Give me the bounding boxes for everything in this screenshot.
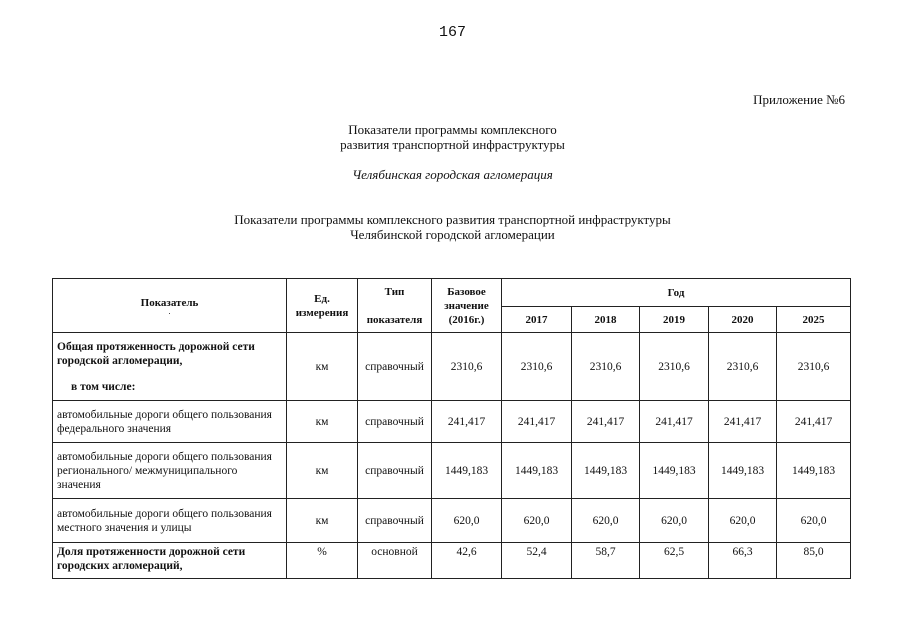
caption-line-2: Челябинской городской агломерации xyxy=(350,227,555,242)
row-base-value: 1449,183 xyxy=(432,443,502,499)
row-unit: км xyxy=(287,401,358,443)
row-value-2020: 1449,183 xyxy=(709,443,777,499)
row-value-2018: 241,417 xyxy=(572,401,640,443)
row-type: справочный xyxy=(358,499,432,543)
row-value-2025: 620,0 xyxy=(777,499,851,543)
row-base-value: 42,6 xyxy=(432,543,502,579)
header-unit: Ед. измерения xyxy=(287,279,358,333)
agglomeration-name: Челябинская городская агломерация xyxy=(352,167,553,182)
row-indicator-name: автомобильные дороги общего пользования местного значения и улицы xyxy=(53,499,287,543)
document-title xyxy=(0,122,905,152)
row-value-2025: 85,0 xyxy=(777,543,851,579)
row-value-2018: 620,0 xyxy=(572,499,640,543)
table-row xyxy=(53,499,851,543)
table-row xyxy=(53,333,851,401)
row-value-2019: 62,5 xyxy=(640,543,709,579)
row-value-2019: 2310,6 xyxy=(640,333,709,401)
row-unit: км xyxy=(287,499,358,543)
row-value-2018: 1449,183 xyxy=(572,443,640,499)
row-indicator-name: автомобильные дороги общего пользования федерального значения xyxy=(53,401,287,443)
row-value-2017: 52,4 xyxy=(502,543,572,579)
table-caption xyxy=(0,212,905,242)
row-value-2025: 241,417 xyxy=(777,401,851,443)
table-row xyxy=(53,543,851,579)
row-unit: % xyxy=(287,543,358,579)
title-line-1: Показатели программы комплексного xyxy=(348,122,557,137)
row-value-2017: 2310,6 xyxy=(502,333,572,401)
row-value-2019: 1449,183 xyxy=(640,443,709,499)
row-type: справочный xyxy=(358,401,432,443)
row-value-2017: 1449,183 xyxy=(502,443,572,499)
row-indicator-name: автомобильные дороги общего пользования регионального/ межмуниципального значения xyxy=(53,443,287,499)
row-unit: км xyxy=(287,443,358,499)
row-value-2018: 2310,6 xyxy=(572,333,640,401)
header-year-2019: 2019 xyxy=(640,307,709,333)
indicators-table xyxy=(52,278,851,579)
row-value-2025: 1449,183 xyxy=(777,443,851,499)
row-value-2019: 241,417 xyxy=(640,401,709,443)
row-value-2018: 58,7 xyxy=(572,543,640,579)
header-type: Тип показателя xyxy=(358,279,432,333)
header-year-2020: 2020 xyxy=(709,307,777,333)
title-line-2: развития транспортной инфраструктуры xyxy=(340,137,565,152)
row-value-2025: 2310,6 xyxy=(777,333,851,401)
page-number: 167 xyxy=(438,24,466,41)
header-indicator: Показатель . xyxy=(53,279,287,333)
row-unit: км xyxy=(287,333,358,401)
row-base-value: 620,0 xyxy=(432,499,502,543)
row-type: справочный xyxy=(358,443,432,499)
row-base-value: 2310,6 xyxy=(432,333,502,401)
annex-label: Приложение №6 xyxy=(753,92,845,107)
caption-line-1: Показатели программы комплексного развития транспортной инфраструктуры xyxy=(234,212,671,227)
table-row xyxy=(53,401,851,443)
row-value-2020: 66,3 xyxy=(709,543,777,579)
row-value-2020: 241,417 xyxy=(709,401,777,443)
header-year-2018: 2018 xyxy=(572,307,640,333)
row-value-2020: 620,0 xyxy=(709,499,777,543)
header-year-2025: 2025 xyxy=(777,307,851,333)
row-base-value: 241,417 xyxy=(432,401,502,443)
row-value-2017: 620,0 xyxy=(502,499,572,543)
row-type: справочный xyxy=(358,333,432,401)
row-indicator-name: Доля протяженности дорожной сети городских агломераций, xyxy=(53,543,287,579)
header-year-2017: 2017 xyxy=(502,307,572,333)
row-value-2020: 2310,6 xyxy=(709,333,777,401)
row-value-2019: 620,0 xyxy=(640,499,709,543)
table-row xyxy=(53,443,851,499)
header-year-group: Год xyxy=(502,279,851,307)
header-base: Базовое значение (2016г.) xyxy=(432,279,502,333)
row-type: основной xyxy=(358,543,432,579)
row-indicator-name: Общая протяженность дорожной сети городской агломерации, в том числе: xyxy=(53,333,287,401)
row-value-2017: 241,417 xyxy=(502,401,572,443)
